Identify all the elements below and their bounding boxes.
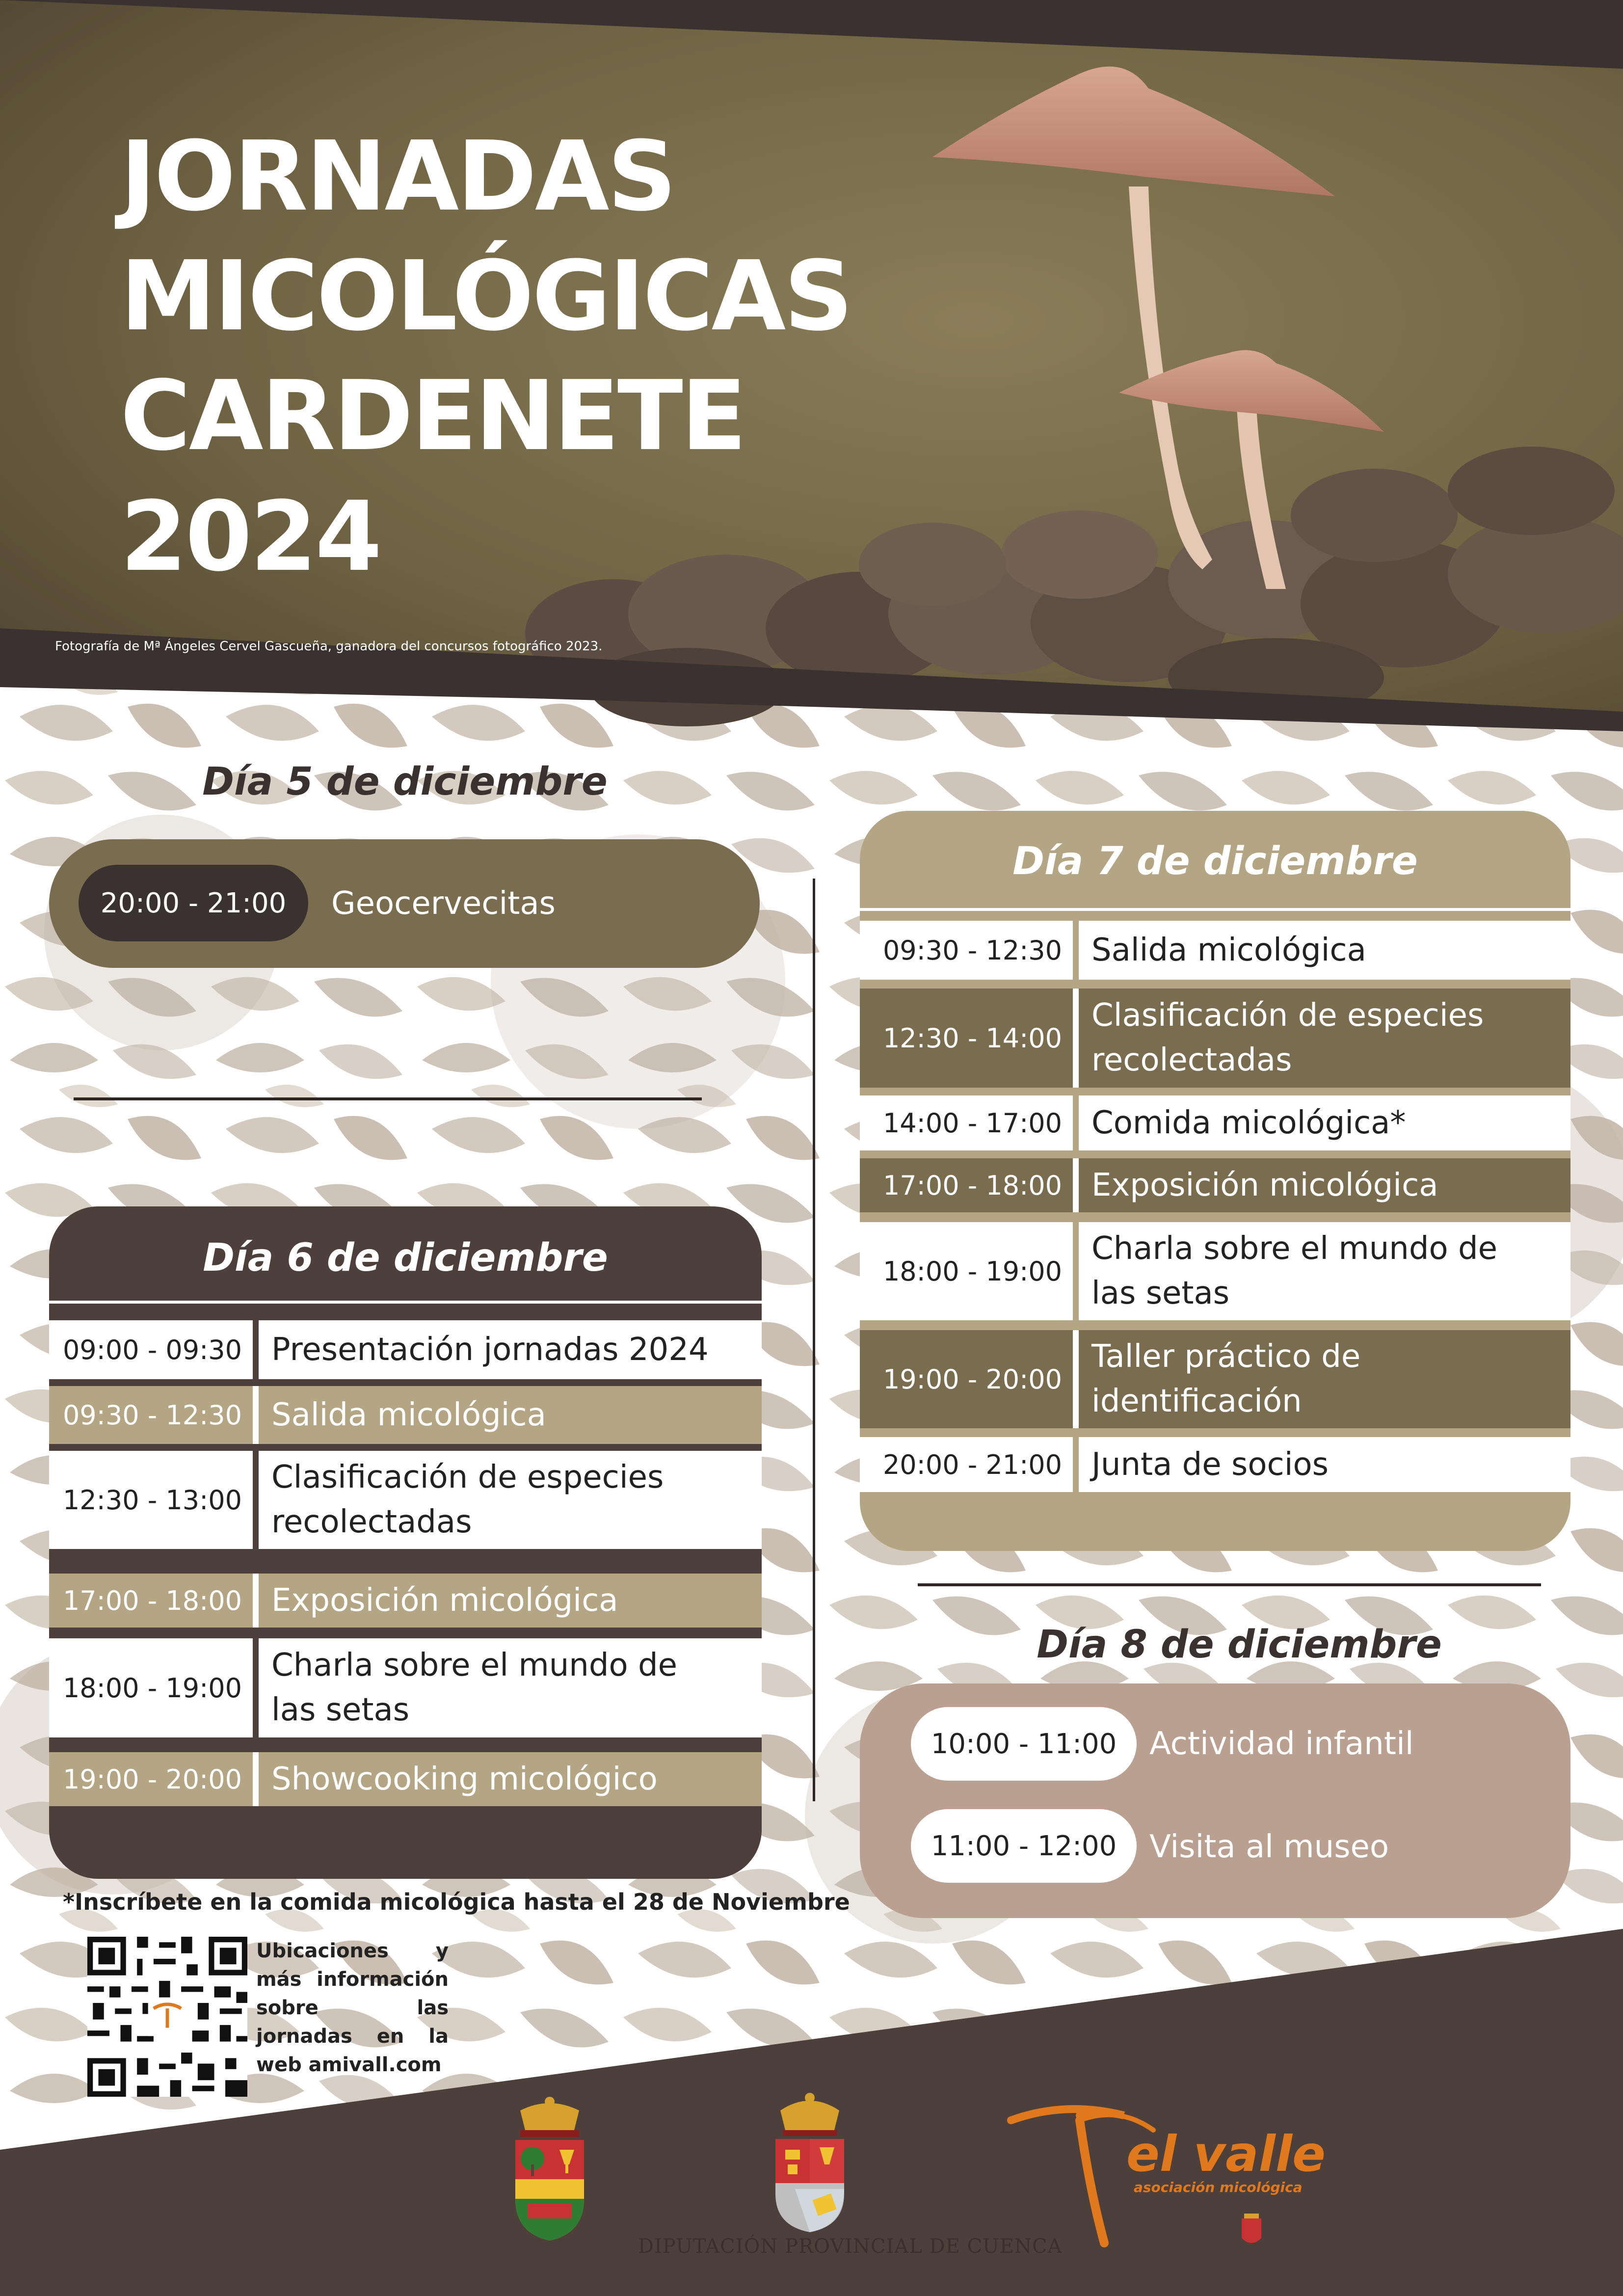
table-row xyxy=(860,1095,1570,1150)
table-row xyxy=(860,1222,1570,1320)
table-row xyxy=(860,921,1570,980)
time-label: 17:00 - 18:00 xyxy=(882,1170,1062,1201)
row-separator xyxy=(1073,1095,1079,1150)
day6-heading: Día 6 de diciembre xyxy=(203,1236,608,1280)
activity-label: Salida micológica xyxy=(1091,932,1366,968)
activity-label: Charla sobre el mundo de las setas xyxy=(271,1647,677,1728)
qr-info-text: Ubicaciones y más información sobre las jornadas en la web amivall.com xyxy=(256,1940,449,2076)
title-line-1: JORNADAS xyxy=(120,121,675,233)
time-label: 17:00 - 18:00 xyxy=(62,1585,242,1616)
row-separator xyxy=(253,1752,259,1806)
footnote: *Inscríbete en la comida micológica hasta el 28 de Noviembre xyxy=(63,1889,850,1915)
activity-label: Junta de socios xyxy=(1091,1446,1329,1483)
row-separator xyxy=(1073,1158,1079,1212)
time-label: 09:30 - 12:30 xyxy=(62,1399,242,1431)
divider-vertical xyxy=(813,879,815,1801)
table-row xyxy=(860,1437,1570,1492)
day5-heading: Día 5 de diciembre xyxy=(202,760,608,804)
time-label: 12:30 - 14:00 xyxy=(882,1022,1062,1054)
day8-time-pill-2: 11:00 - 12:00 xyxy=(911,1809,1137,1883)
title-line-2: MICOLÓGICAS xyxy=(120,240,851,352)
day7-card xyxy=(860,811,1570,1551)
table-row xyxy=(860,988,1570,1088)
row-separator xyxy=(253,1638,259,1737)
row-separator xyxy=(1073,921,1079,980)
table-row xyxy=(49,1574,762,1628)
time-label: 19:00 - 20:00 xyxy=(62,1763,242,1795)
time-label: 20:00 - 21:00 xyxy=(882,1449,1062,1480)
day6-row-1 xyxy=(49,1301,762,1304)
time-label: 12:30 - 13:00 xyxy=(62,1484,242,1516)
row-separator xyxy=(253,1320,259,1379)
title-line-3: CARDENETE xyxy=(120,360,745,472)
table-row xyxy=(860,1330,1570,1428)
table-row xyxy=(49,1320,762,1379)
table-row xyxy=(49,1386,762,1444)
table-row xyxy=(860,1158,1570,1212)
table-row xyxy=(49,1638,762,1737)
day6-card xyxy=(49,1206,762,1879)
activity-label: Exposición micológica xyxy=(1091,1167,1438,1203)
day8-activity-1: Actividad infantil xyxy=(1149,1726,1414,1762)
day7-top-line xyxy=(860,908,1570,911)
row-separator xyxy=(253,1574,259,1628)
activity-label: Charla sobre el mundo de las setas xyxy=(1091,1230,1497,1311)
activity-label: Salida micológica xyxy=(271,1396,546,1433)
day8-activity-2: Visita al museo xyxy=(1149,1829,1389,1865)
table-row xyxy=(49,1451,762,1549)
row-separator xyxy=(1073,1330,1079,1428)
photo-credit: Fotografía de Mª Ángeles Cervel Gascueña, ganadora del concursos fotográfico 2023. xyxy=(55,639,603,654)
row-separator xyxy=(253,1451,259,1549)
time-label: 14:00 - 17:00 xyxy=(882,1107,1062,1139)
day5-activity: Geocervecitas xyxy=(331,885,556,922)
elvalle-subtitle: asociación micológica xyxy=(1134,2179,1303,2195)
row-separator xyxy=(1073,1222,1079,1320)
day8-card xyxy=(860,1683,1570,1918)
day5-card xyxy=(49,839,760,968)
time-label: 19:00 - 20:00 xyxy=(882,1363,1062,1395)
activity-label: Clasificación de especies recolectadas xyxy=(1091,997,1484,1078)
day8-heading: Día 8 de diciembre xyxy=(1037,1623,1442,1667)
elvalle-name: el valle xyxy=(1126,2125,1326,2183)
day5-time-pill: 20:00 - 21:00 xyxy=(79,865,308,941)
row-separator xyxy=(1073,988,1079,1088)
table-row xyxy=(49,1752,762,1806)
day7-heading: Día 7 de diciembre xyxy=(1012,839,1418,883)
activity-label: Exposición micológica xyxy=(271,1582,618,1619)
title-line-4: 2024 xyxy=(120,481,380,593)
activity-label: Clasificación de especies recolectadas xyxy=(271,1459,664,1540)
activity-label: Comida micológica* xyxy=(1091,1104,1406,1141)
row-separator xyxy=(253,1386,259,1444)
divider-left xyxy=(74,1097,702,1100)
diputacion-crest-icon xyxy=(766,2091,854,2233)
time-label: 09:00 - 09:30 xyxy=(62,1334,242,1365)
activity-label: Taller práctico de identificación xyxy=(1091,1338,1361,1419)
divider-right xyxy=(918,1583,1541,1586)
activity-label: Presentación jornadas 2024 xyxy=(271,1331,709,1368)
qr-code-icon xyxy=(87,1937,247,2097)
diputacion-label: DIPUTACIÓN PROVINCIAL DE CUENCA xyxy=(638,2235,1063,2258)
activity-label: Showcooking micológico xyxy=(271,1761,658,1797)
coat-of-arms-icon xyxy=(506,2096,594,2243)
time-label: 18:00 - 19:00 xyxy=(882,1255,1062,1287)
day8-time-pill-1: 10:00 - 11:00 xyxy=(911,1707,1137,1781)
row-separator xyxy=(1073,1437,1079,1492)
time-label: 09:30 - 12:30 xyxy=(882,934,1062,966)
time-label: 18:00 - 19:00 xyxy=(62,1672,242,1704)
